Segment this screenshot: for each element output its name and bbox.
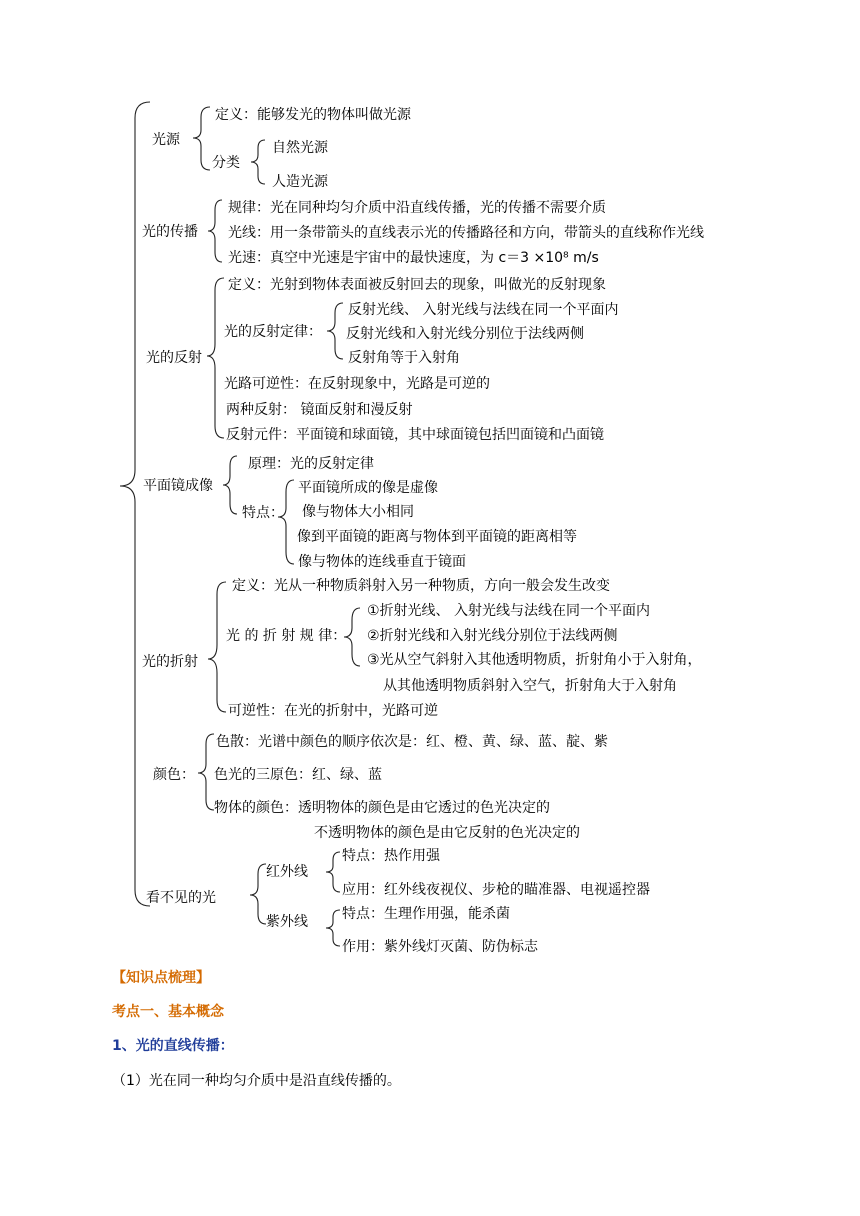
infrared-use: 应用：红外线夜视仪、步枪的瞄准器、电视遥控器 [342, 882, 650, 898]
reflection-law-1: 反射光线、 入射光线与法线在同一个平面内 [348, 302, 619, 318]
color-object: 物体的颜色：透明物体的颜色是由它透过的色光决定的 [214, 800, 550, 816]
reflection-law-2: 反射光线和入射光线分别位于法线两侧 [346, 326, 584, 342]
section-heading: 【知识点梳理】 [112, 970, 210, 986]
color-primary: 色光的三原色：红、绿、蓝 [214, 767, 382, 783]
section-item-1: 1、光的直线传播： [112, 1038, 234, 1054]
section-item-1-1: （1）光在同一种均匀介质中是沿直线传播的。 [112, 1073, 401, 1089]
reflection-reversible: 光路可逆性：在反射现象中，光路是可逆的 [224, 376, 490, 392]
plane-mirror-feature-3: 像到平面镜的距离与物体到平面镜的距离相等 [297, 529, 577, 545]
brace-invisible [250, 864, 266, 924]
artificial-light-source: 人造光源 [272, 174, 328, 190]
propagation-ray: 光线：用一条带箭头的直线表示光的传播路径和方向，带箭头的直线称作光线 [228, 225, 704, 241]
refraction-title: 光的折射 [142, 654, 198, 670]
infrared-feature: 特点：热作用强 [342, 848, 440, 864]
ultraviolet-feature: 特点：生理作用强，能杀菌 [342, 906, 510, 922]
ultraviolet-title: 紫外线 [266, 914, 308, 930]
color-object-b: 不透明物体的颜色是由它反射的色光决定的 [314, 825, 580, 841]
color-dispersion: 色散：光谱中颜色的顺序依次是：红、橙、黄、绿、蓝、靛、紫 [216, 734, 608, 750]
reflection-title: 光的反射 [146, 350, 202, 366]
reflection-elements: 反射元件：平面镜和球面镜，其中球面镜包括凹面镜和凸面镜 [226, 427, 604, 443]
color-title: 颜色： [153, 767, 195, 783]
brace-ultraviolet [326, 910, 340, 946]
refraction-law-1: ①折射光线、 入射光线与法线在同一个平面内 [367, 603, 650, 619]
propagation-title: 光的传播 [142, 224, 198, 240]
brace-color [198, 734, 214, 810]
reflection-law-3: 反射角等于入射角 [348, 350, 460, 366]
brace-reflection-law [327, 303, 343, 359]
refraction-law-2: ②折射光线和入射光线分别位于法线两侧 [367, 628, 618, 644]
refraction-reversible: 可逆性：在光的折射中，光路可逆 [228, 703, 438, 719]
invisible-light-title: 看不见的光 [146, 890, 216, 906]
reflection-law-title: 光的反射定律： [224, 324, 322, 340]
reflection-two-kinds: 两种反射： 镜面反射和漫反射 [226, 402, 413, 418]
natural-light-source: 自然光源 [272, 140, 328, 156]
infrared-title: 红外线 [266, 864, 308, 880]
light-source-classification: 分类 [212, 155, 240, 171]
refraction-definition: 定义：光从一种物质斜射入另一种物质，方向一般会发生改变 [232, 578, 610, 594]
plane-mirror-title: 平面镜成像 [143, 478, 213, 494]
plane-mirror-feature-4: 像与物体的连线垂直于镜面 [298, 554, 466, 570]
brace-refraction [208, 582, 226, 712]
plane-mirror-features-title: 特点： [242, 505, 284, 521]
brace-propagation [208, 200, 222, 262]
light-source-title: 光源 [152, 132, 180, 148]
propagation-speed: 光速：真空中光速是宇宙中的最快速度，为 c＝3 ×10⁸ m/s [228, 250, 599, 266]
ultraviolet-use: 作用：紫外线灯灭菌、防伪标志 [342, 939, 538, 955]
plane-mirror-feature-2: 像与物体大小相同 [302, 504, 414, 520]
plane-mirror-principle: 原理：光的反射定律 [248, 456, 374, 472]
brace-plane-features [278, 480, 294, 564]
reflection-definition: 定义：光射到物体表面被反射回去的现象，叫做光的反射现象 [228, 277, 606, 293]
brace-infrared [326, 852, 340, 892]
light-source-definition: 定义：能够发光的物体叫做光源 [215, 107, 411, 123]
brace-light-source [193, 107, 210, 170]
refraction-law-3b: 从其他透明物质斜射入空气，折射角大于入射角 [383, 678, 677, 694]
refraction-law-3: ③光从空气斜射入其他透明物质，折射角小于入射角， [367, 652, 702, 668]
section-point-1: 考点一、基本概念 [112, 1004, 224, 1020]
plane-mirror-feature-1: 平面镜所成的像是虚像 [298, 480, 438, 496]
refraction-law-title: 光 的 折 射 规 律： [226, 628, 347, 644]
brace-plane-mirror [223, 456, 237, 514]
brace-classification [251, 140, 265, 184]
brace-refraction-law [344, 608, 360, 666]
brace-reflection [207, 278, 224, 438]
propagation-rule: 规律：光在同种均匀介质中沿直线传播，光的传播不需要介质 [228, 200, 606, 216]
